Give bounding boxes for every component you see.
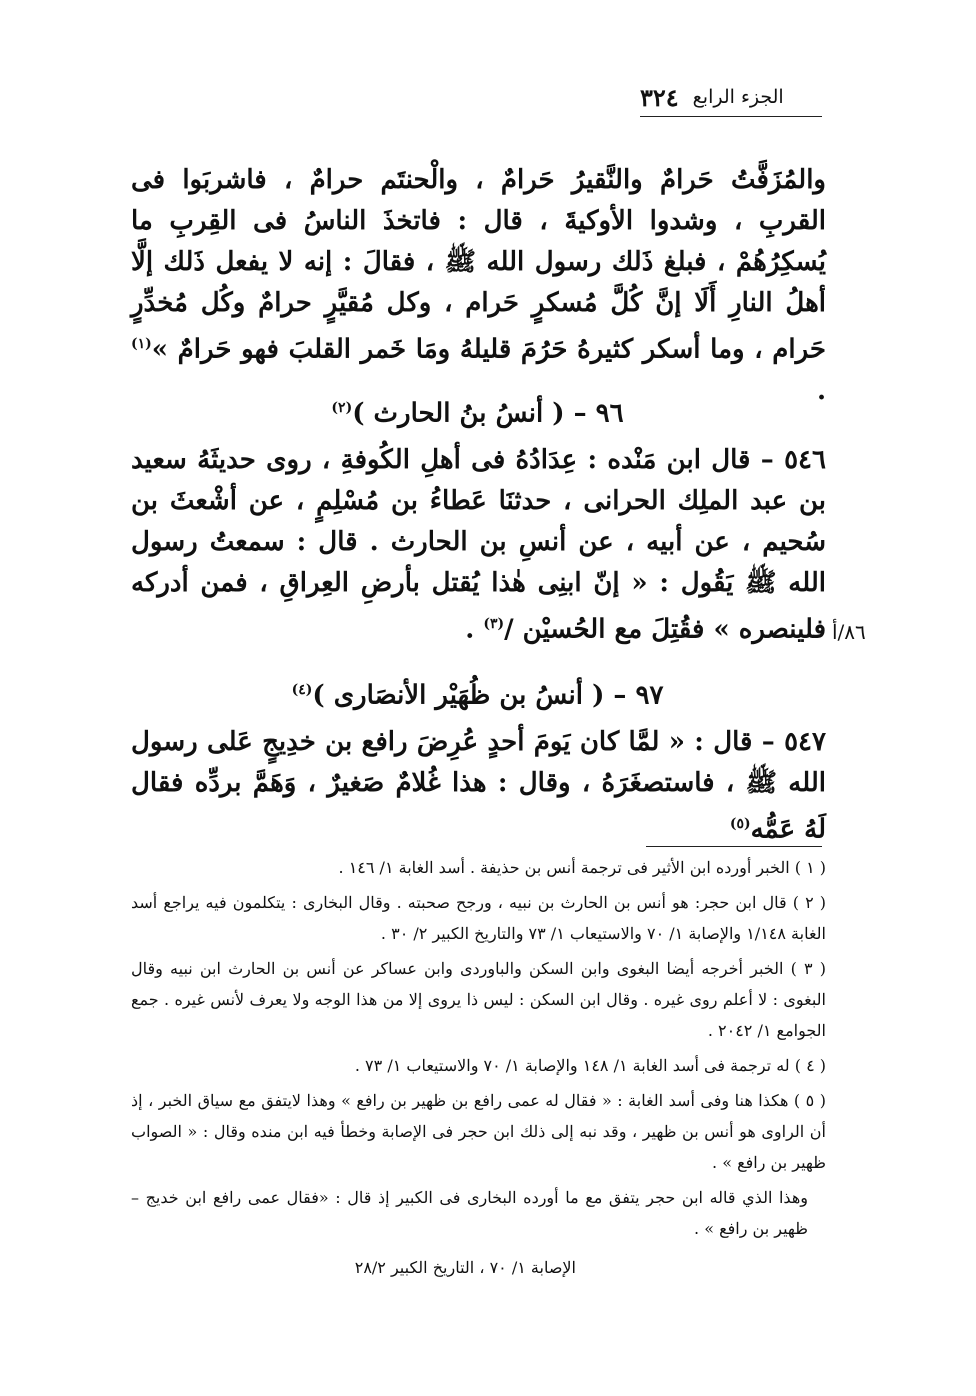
footnote-ref: (٤) — [291, 682, 313, 698]
footnote-5-continued: وهذا الذي قاله ابن حجر يتفق مع ما أورده البخارى فى الكبير إذ قال : «فقال عمى رافع ابن خديج – ظهير بن رافع » . — [131, 1188, 808, 1238]
footnote-ref: (٥) — [729, 816, 751, 832]
hadith-547 — [131, 722, 826, 851]
paragraph-text: ٥٤٦ – قال ابن مَنْده : عِدَادُهُ فى أهلِ الكُوفةِ ، روى حديثَهُ سعيد بن عبد الملِك الحرانى ، حدثنَا عَطاءُ بن مُسْلِمٍ ، عن أشْعثَ بن سُحيم ، عن أبيه ، عن أنسِ بن الحارث . قال : سمعتُ رسول الله ﷺ يَقُول : « إنّ ابنِى هٰذا يُقتل بأرضِ العِراقِ ، فمن أدركه فلينصره » فقُتِلَ مع الحُسيْن / — [131, 445, 826, 645]
heading-text: ٩٦ – ( أنسُ بنُ الحارث ) — [352, 398, 624, 429]
footnote-1: ( ١ ) الخبر أورده ابن الأثير فى ترجمة أنس بن حذيفة . أسد الغابة ١/ ١٤٦ . — [338, 858, 826, 877]
paragraph-text: ٥٤٧ – قال : « لمَّا كان يَومَ أحدٍ عُرِضَ رافع بن خدِيجٍ عَلى رسول الله ﷺ ، فاستصغَرَهُ ، وقال : هذا غُلامٌ صَغيرٌ ، وَهَمَّ بردِّه فقال لَهُ عَمُّه — [131, 727, 826, 845]
footnote-5: ( ٥ ) هكذا هنا وفى أسد الغابة : « فقال له عمى رافع بن ظهير بن رافع » وهذا لايتفق مع سياق الخبر ، إذ أن الراوى هو أنس بن ظهير ، وقد نبه إلى ذلك ابن حجر فى الإصابة وخطأ فيه ابن منده وقال : « الصواب ظهير بن رافع » . — [131, 1091, 827, 1172]
footnote-ref: (٣) — [483, 616, 505, 632]
hadith-546 — [131, 440, 826, 651]
page-header — [640, 80, 822, 114]
header-rule — [640, 116, 822, 117]
paragraph-text: والمُزَفَّتُ حَرامٌ والنَّقيرُ حَرامٌ ، والْحنتَم حرامٌ ، فاشربَوا فى القربِ ، وشدوا الأوكيةَ ، قال : فاتخذَ الناسُ فى القِربِ ما يُسكِرُهُمْ ، فبلغ ذَلك رسول الله ﷺ ، فقالَ : إنه لا يفعل ذَلك إلَّا أهلُ النارِ أَلَا إنَّ كُلَّ مُسكرٍ حَرام ، وكل مُقيَّرٍ حرامٌ وكُل مُخدِّرٍ حَرام ، وما أسكر كثيرهُ حَرُمَ قليلهُ ومَا خَمر القلبَ فهو حَرامٌ » — [131, 165, 826, 365]
paragraph-end: . — [816, 375, 826, 406]
footnote-sources: الإصابة ١/ ٧٠ ، التاريخ الكبير ٢٨/٢ — [354, 1258, 576, 1277]
footnote-4: ( ٤ ) له ترجمة فى أسد الغابة ١/ ١٤٨ والإصابة ١/ ٧٠ والاستيعاب ١/ ٧٣ . — [354, 1056, 826, 1075]
manuscript-folio-note: ٨٦/أ — [832, 620, 866, 644]
footnote-ref: (٢) — [331, 400, 353, 416]
paragraph-continued — [131, 160, 826, 412]
paragraph-end: . — [465, 614, 484, 645]
footnotes — [131, 852, 826, 1287]
footnote-3: ( ٣ ) الخبر أخرجه أيضا البغوى وابن السكن والباوردى وابن عساكر عن أنس بن الحارث ابن نبيه وقال البغوى : لا أعلم روى غيره . وقال ابن السكن : ليس ذا يروى إلا من هذا الوجه ولا يعرف لأنس غيره . جمع الجوامع ١/ ٢٠٤٢ . — [131, 959, 827, 1040]
page-number: ٣٢٤ — [640, 82, 679, 112]
footnote-separator — [646, 846, 822, 847]
entry-heading-97 — [130, 670, 825, 716]
footnote-2: ( ٢ ) قال ابن حجر: هو أنس بن الحارث بن نبيه ، ورجح صحبته . وقال البخارى : يتكلمون فيه يراجع أسد الغابة ١/١٤٨ والإصابة ١/ ٧٠ والاستيعاب ١/ ٧٣ والتاريخ الكبير ٢/ ٣٠ . — [131, 893, 827, 943]
part-title: الجزء الرابع — [692, 86, 784, 108]
entry-heading-96 — [130, 388, 825, 434]
footnote-ref: (١) — [131, 336, 152, 352]
heading-text: ٩٧ – ( أنسُ بن ظُهَيْر الأنصَارى ) — [312, 680, 664, 711]
